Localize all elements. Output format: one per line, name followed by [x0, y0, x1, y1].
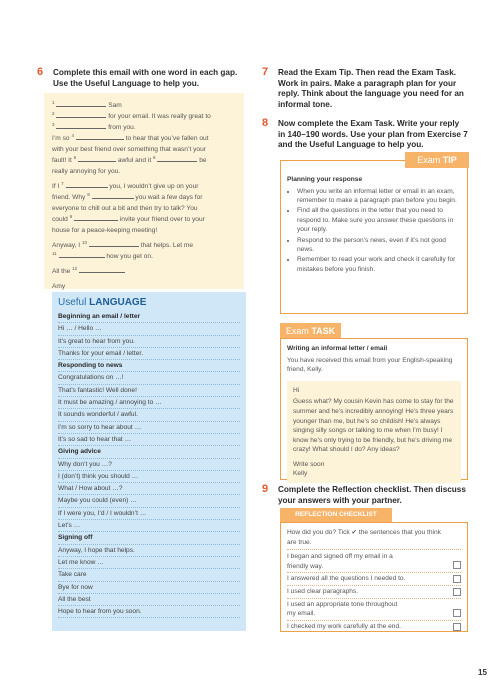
gap-blank[interactable]: [56, 111, 106, 118]
email-text: that helps. Let me: [140, 242, 194, 249]
checklist-row: [287, 573, 461, 586]
email-text: you wait a few days for: [135, 194, 203, 201]
instruction-line: and the Useful Language to help you.: [278, 140, 424, 149]
useful-language-title: [58, 297, 240, 309]
checklist-text: I answered all the questions I needed to.: [287, 575, 406, 583]
email-text: from you.: [108, 124, 136, 131]
email-line: house for a peace-keeping meeting!: [52, 227, 158, 234]
checklist-row: [287, 551, 461, 573]
instruction-line: reply. Think about the language you need for an: [278, 89, 464, 98]
instruction-line: Complete this email with one word in each gap.: [53, 68, 238, 77]
exam-tip-title: Planning your response: [287, 176, 363, 183]
instruction-line: Work in pairs. Make a paragraph plan for your: [278, 78, 457, 88]
email-text: you, I wouldn’t give up on your: [109, 183, 199, 190]
instruction-line: in 140–190 words. Use your plan from Exercise 7: [278, 129, 468, 139]
exam-tip-item: • Find all the questions in the letter that you need to respond to. Make sure you answer these questions in your reply.: [297, 206, 461, 235]
language-item: Maybe you could (even) …: [58, 495, 240, 507]
gap-blank[interactable]: [78, 155, 116, 162]
checkbox[interactable]: [453, 609, 461, 617]
email-line: [52, 155, 236, 166]
email-line: [52, 251, 236, 262]
gap-blank[interactable]: [92, 192, 134, 199]
exercise-8-instructions: [278, 119, 478, 151]
checklist-row: [287, 599, 461, 621]
language-item: It’s so sad to hear that …: [58, 434, 240, 446]
instruction-line: Now complete the Exam Task. Write your reply: [278, 119, 460, 128]
checkbox[interactable]: [453, 561, 461, 569]
email-line: everyone to chill out a bit and then try to talk? You: [52, 205, 198, 212]
reflection-checklist-box: [280, 522, 468, 632]
exam-tip-item: • Remember to read your work and check it carefully for mistakes before you finish.: [297, 255, 461, 274]
exercise-9-number: 9: [262, 483, 269, 495]
email-line: [52, 266, 236, 277]
email-text: awful and it: [117, 157, 152, 164]
title-text-bold: LANGUAGE: [89, 297, 147, 308]
exam-task-label: [280, 323, 341, 339]
checkbox[interactable]: [453, 588, 461, 596]
gap-blank[interactable]: [89, 240, 139, 247]
exercise-6-instructions: [53, 68, 248, 89]
language-item: Hope to hear from you soon.: [58, 606, 240, 618]
checkbox[interactable]: [453, 575, 461, 583]
checklist-text: I used clear paragraphs.: [287, 587, 359, 595]
language-item: Why don’t you …?: [58, 459, 240, 471]
email-closing: Write soon: [293, 460, 325, 468]
exam-tip-item: • When you write an informal letter or email in an exam, remember to make a paragraph plan before you begin.: [297, 187, 461, 206]
exam-task-box: [280, 338, 468, 480]
email-line: really annoying for you.: [52, 168, 121, 175]
language-item: I (don’t) think you should …: [58, 471, 240, 483]
useful-language-box: [52, 292, 246, 631]
gap-number: 10: [81, 239, 87, 245]
checklist-text: I began and signed off my email in a friendly way.: [287, 553, 393, 570]
email-text: could: [52, 216, 68, 223]
email-line: [52, 240, 236, 251]
email-text: friend. Why: [52, 194, 86, 201]
gap-blank[interactable]: [79, 266, 125, 273]
gap-number: 7: [61, 180, 64, 186]
language-item: It must be amazing / annoying to …: [58, 397, 240, 409]
gap-blank[interactable]: [66, 181, 108, 188]
language-item: Anyway, I hope that helps.: [58, 545, 240, 557]
gap-number: 5: [73, 154, 77, 160]
gap-number: 4: [71, 132, 74, 138]
email-text: fault! It: [52, 157, 72, 164]
reflection-intro: How did you do? Tick ✔ the sentences that you think are true.: [287, 528, 461, 550]
email-body: Guess what? My cousin Kevin has come to stay for the summer and he’s incredibly annoying! He’s three years younger than me, but he’s so childish! He’s always singing silly songs or talking to me when I’m busy! I know he’s only trying to be friendly, but he’s driving me crazy! What should I do? Any ideas?: [293, 398, 454, 454]
gap-number: 6: [153, 154, 156, 160]
checklist-text: I used an appropriate tone throughout my email.: [287, 600, 398, 618]
checklist-row: [287, 621, 461, 633]
exam-task-intro: You have received this email from your English-speaking friend, Kelly.: [287, 356, 453, 374]
instruction-line: Read the Exam Tip. Then read the Exam Task.: [278, 68, 457, 77]
language-heading: Responding to news: [58, 360, 240, 372]
exam-task-title: Writing an informal letter / email: [287, 345, 388, 352]
email-text: how you get on.: [106, 253, 153, 260]
exam-tip-label: [405, 152, 469, 168]
exercise-8-number: 8: [262, 117, 269, 129]
email-text: If I: [52, 183, 60, 190]
exam-tip-box: [280, 160, 468, 314]
language-heading: Beginning an email / letter: [58, 311, 240, 323]
email-text: be: [199, 157, 207, 164]
exam-tip-list: [297, 187, 461, 275]
email-text: Anyway, I: [52, 242, 81, 249]
gap-number: 2: [52, 110, 55, 116]
email-line: [52, 192, 236, 203]
gap-number: 1: [52, 99, 55, 105]
language-item: Thanks for your email / letter.: [58, 348, 240, 360]
gap-number: 9: [69, 213, 73, 219]
gap-blank[interactable]: [56, 122, 106, 129]
label-text: Exam: [285, 326, 309, 336]
gap-blank[interactable]: [56, 100, 106, 107]
gap-blank[interactable]: [59, 251, 105, 258]
email-greeting: Hi: [293, 386, 300, 394]
reflection-checklist-label: REFLECTION CHECKLIST: [280, 508, 392, 522]
exercise-6-number: 6: [37, 66, 44, 78]
language-item: Bye for now: [58, 582, 240, 594]
language-item: Let me know …: [58, 557, 240, 569]
email-text: for your email. It was really great to: [108, 113, 211, 120]
email-line: [52, 133, 236, 144]
email-text: invite your friend over to your: [119, 216, 205, 223]
gap-blank[interactable]: [157, 155, 197, 162]
email-line: [52, 181, 236, 192]
language-item: Take care: [58, 569, 240, 581]
language-item: What / How about …?: [58, 483, 240, 495]
gap-number: 11: [52, 250, 57, 256]
language-item: It sounds wonderful / awful.: [58, 409, 240, 421]
language-item: I’m so sorry to hear about …: [58, 422, 240, 434]
page-number: 15: [478, 668, 487, 677]
gap-number: 8: [87, 191, 90, 197]
title-text: Useful: [58, 297, 87, 308]
language-heading: Signing off: [58, 532, 240, 544]
email-gap-fill: [44, 93, 244, 289]
email-text: All the: [52, 268, 71, 275]
exercise-9-instructions: [278, 485, 478, 506]
label-text-bold: TIP: [442, 155, 457, 165]
gap-number: 3: [52, 121, 55, 127]
language-item: Hi … / Hello …: [58, 323, 240, 335]
email-line: [52, 100, 236, 111]
email-text: Sam: [108, 102, 122, 109]
language-item: Let’s …: [58, 520, 240, 532]
checklist-text: I checked my work carefully at the end.: [287, 622, 401, 630]
exercise-7-instructions: [278, 68, 478, 110]
instruction-line: Complete the Reflection checklist. Then discuss: [278, 485, 466, 494]
language-item: That’s fantastic! Well done!: [58, 385, 240, 397]
instruction-line: Use the Useful Language to help you.: [53, 78, 200, 88]
email-signature: Amy: [52, 283, 66, 290]
email-line: with your best friend over something that wasn’t your: [52, 146, 206, 153]
language-item: If I were you, I’d / I wouldn’t …: [58, 508, 240, 520]
exam-tip-item: • Respond to the person’s news, even if it’s not good news.: [297, 236, 461, 255]
kelly-email: [287, 381, 461, 461]
instruction-line: informal tone.: [278, 99, 333, 109]
email-text: to hear that you’ve fallen out: [125, 135, 209, 142]
email-line: [52, 214, 236, 225]
label-text-bold: TASK: [311, 326, 336, 336]
label-text: Exam: [417, 155, 441, 165]
language-heading: Giving advice: [58, 446, 240, 458]
email-line: [52, 122, 236, 133]
email-text: I’m so: [52, 135, 70, 142]
exercise-7-number: 7: [262, 66, 269, 78]
language-item: Congratulations on …!: [58, 372, 240, 384]
gap-blank[interactable]: [76, 133, 124, 140]
email-closing-area: [287, 460, 461, 483]
checkbox[interactable]: [453, 623, 461, 631]
instruction-line: your answers with your partner.: [278, 495, 402, 505]
gap-number: 12: [72, 265, 78, 271]
language-item: All the best: [58, 594, 240, 606]
email-sender: Kelly: [293, 470, 308, 478]
checklist-row: [287, 586, 461, 599]
gap-blank[interactable]: [74, 214, 118, 221]
language-item: It’s great to hear from you.: [58, 336, 240, 348]
email-line: [52, 111, 236, 122]
